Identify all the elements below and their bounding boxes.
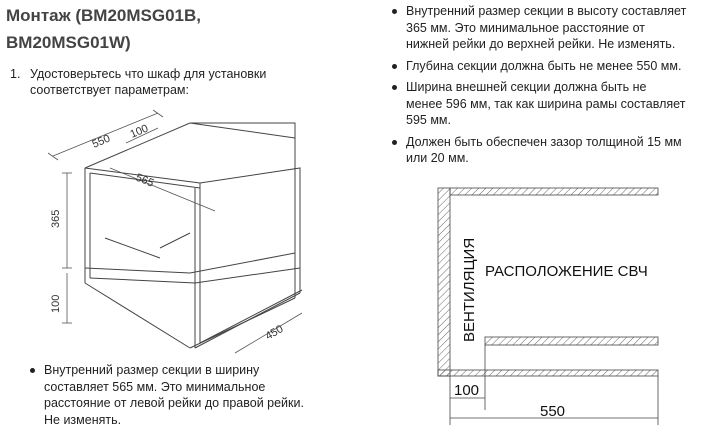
dim-small: 100 bbox=[454, 382, 480, 399]
bullet-line: или 20 мм. bbox=[406, 151, 469, 165]
step-text-line-1: Удостоверьтесь что шкаф для установки bbox=[30, 67, 267, 81]
dim-depth: 550 bbox=[90, 132, 113, 151]
title-line-1: Монтаж (BM20MSG01B, bbox=[6, 6, 202, 25]
bullet-line: 595 мм. bbox=[406, 113, 451, 127]
bullet-line: Глубина секции должна быть не менее 550 мм. bbox=[406, 58, 682, 73]
dim-height: 365 bbox=[50, 209, 62, 228]
dim-large: 550 bbox=[540, 403, 566, 420]
bullet-gap bbox=[384, 134, 704, 167]
side-section-diagram bbox=[430, 180, 670, 425]
right-bullet-list bbox=[384, 3, 704, 172]
step-number: 1. bbox=[10, 67, 21, 81]
bullet-line: нижней рейки до верхней рейки. Не изменять. bbox=[406, 37, 676, 51]
step-text bbox=[30, 66, 300, 98]
dim-base-depth: 450 bbox=[263, 323, 286, 343]
ventilation-label: ВЕНТИЛЯЦИЯ bbox=[461, 237, 478, 342]
page-title bbox=[6, 2, 306, 56]
bullet-height bbox=[384, 3, 704, 53]
bullet-line: Внутренний размер секции в высоту составляет bbox=[406, 4, 687, 18]
bullet-line: Не изменять. bbox=[44, 412, 122, 427]
dim-top-gap: 100 bbox=[128, 122, 151, 141]
bullet-outer-width bbox=[384, 79, 704, 129]
dim-bottom: 100 bbox=[50, 294, 62, 313]
step-text-line-2: соответствует параметрам: bbox=[30, 83, 190, 97]
title-line-2: BM20MSG01W) bbox=[6, 33, 131, 52]
bullet-line: Ширина внешней секции должна быть не bbox=[406, 80, 647, 94]
bullet-width bbox=[22, 362, 312, 428]
bullet-line: 365 мм. Это минимальное расстояние от bbox=[406, 20, 645, 35]
left-bullet-list bbox=[22, 362, 312, 428]
bullet-line: Внутренний размер секции в ширину bbox=[44, 363, 260, 377]
bullet-line: расстояние от левой рейки до правой рейки. bbox=[44, 396, 304, 410]
placement-label: РАСПОЛОЖЕНИЕ СВЧ bbox=[485, 263, 648, 280]
cabinet-diagram bbox=[40, 108, 340, 368]
bullet-line: составляет 565 мм. Это минимальное bbox=[44, 379, 266, 394]
bullet-line: Должен быть обеспечен зазор толщиной 15 мм bbox=[406, 134, 682, 149]
bullet-depth bbox=[384, 58, 704, 75]
dim-width: 565 bbox=[133, 171, 156, 190]
bullet-line: менее 596 мм, так как ширина рамы составляет bbox=[406, 96, 686, 111]
